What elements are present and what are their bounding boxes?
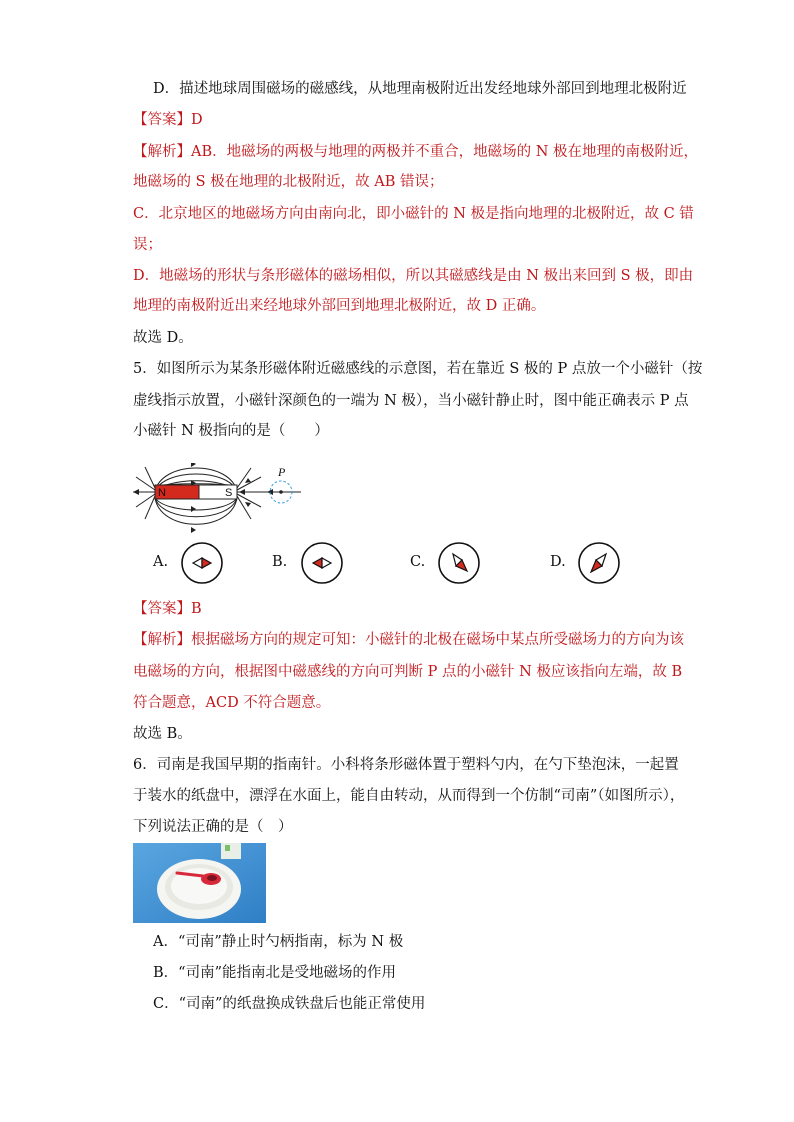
q4-answer: 【答案】D bbox=[133, 112, 203, 128]
compass-option-a-icon bbox=[180, 541, 224, 585]
q6-option-a: A．“司南”静止时勺柄指南，标为 N 极 bbox=[153, 934, 404, 950]
q4-option-d: D．描述地球周围磁场的磁感线，从地理南极附近出发经地球外部回到地理北极附近 bbox=[153, 81, 687, 97]
compass-option-d-icon bbox=[577, 541, 621, 585]
sinan-photo bbox=[133, 843, 266, 923]
q5-option-c-label: C. bbox=[410, 554, 426, 570]
q6-option-c: C．“司南”的纸盘换成铁盘后也能正常使用 bbox=[153, 996, 426, 1012]
q4-explanation-line: 误； bbox=[133, 237, 162, 253]
q4-explanation-line: 地理的南极附近出来经地球外部回到地理北极附近，故 D 正确。 bbox=[133, 298, 546, 314]
compass-option-c-icon bbox=[437, 541, 481, 585]
q6-stem-line: 于装水的纸盘中，漂浮在水面上，能自由转动，从而得到一个仿制“司南”（如图所示）， bbox=[133, 788, 685, 804]
q5-option-b-label: B. bbox=[272, 554, 288, 570]
q5-explanation-line: 符合题意，ACD 不符合题意。 bbox=[133, 695, 331, 711]
q4-conclusion: 故选 D。 bbox=[133, 330, 193, 346]
q5-explanation-line: 电磁场的方向，根据图中磁感线的方向可判断 P 点的小磁针 N 极应该指向左端，故 B bbox=[133, 664, 683, 680]
q4-explanation-line: 【解析】AB．地磁场的两极与地理的两极并不重合，地磁场的 N 极在地理的南极附近， bbox=[133, 144, 699, 160]
q6-stem-line: 下列说法正确的是（ ） bbox=[133, 819, 293, 835]
q5-option-d-label: D. bbox=[550, 554, 566, 570]
q5-stem-line: 小磁针 N 极指向的是（ ） bbox=[133, 423, 329, 439]
q5-conclusion: 故选 B。 bbox=[133, 726, 192, 742]
q5-explanation-line: 【解析】根据磁场方向的规定可知：小磁针的北极在磁场中某点所受磁场力的方向为该 bbox=[133, 632, 684, 648]
q6-stem-line: 6．司南是我国早期的指南针。小科将条形磁体置于塑料勺内，在勺下垫泡沫，一起置 bbox=[133, 757, 679, 773]
pole-n-label: N bbox=[158, 487, 166, 499]
magnet-field-diagram bbox=[133, 463, 308, 535]
compass-option-b-icon bbox=[300, 541, 344, 585]
q4-explanation-line: D．地磁场的形状与条形磁体的磁场相似，所以其磁感线是由 N 极出来回到 S 极，即由 bbox=[133, 268, 694, 284]
pole-s-label: S bbox=[225, 487, 233, 499]
point-p-label: P bbox=[278, 465, 286, 479]
q5-stem-line: 虚线指示放置，小磁针深颜色的一端为 N 极），当小磁针静止时，图中能正确表示 P 点 bbox=[133, 393, 689, 409]
q6-option-b: B．“司南”能指南北是受地磁场的作用 bbox=[153, 965, 396, 981]
q5-answer: 【答案】B bbox=[133, 601, 202, 617]
q4-explanation-line: C．北京地区的地磁场方向由南向北，即小磁针的 N 极是指向地理的北极附近，故 C 错 bbox=[133, 206, 694, 222]
q5-stem-line: 5．如图所示为某条形磁体附近磁感线的示意图，若在靠近 S 极的 P 点放一个小磁针（按 bbox=[133, 361, 703, 377]
q5-option-a-label: A. bbox=[153, 554, 169, 570]
q4-explanation-line: 地磁场的 S 极在地理的北极附近，故 AB 错误； bbox=[133, 174, 444, 190]
